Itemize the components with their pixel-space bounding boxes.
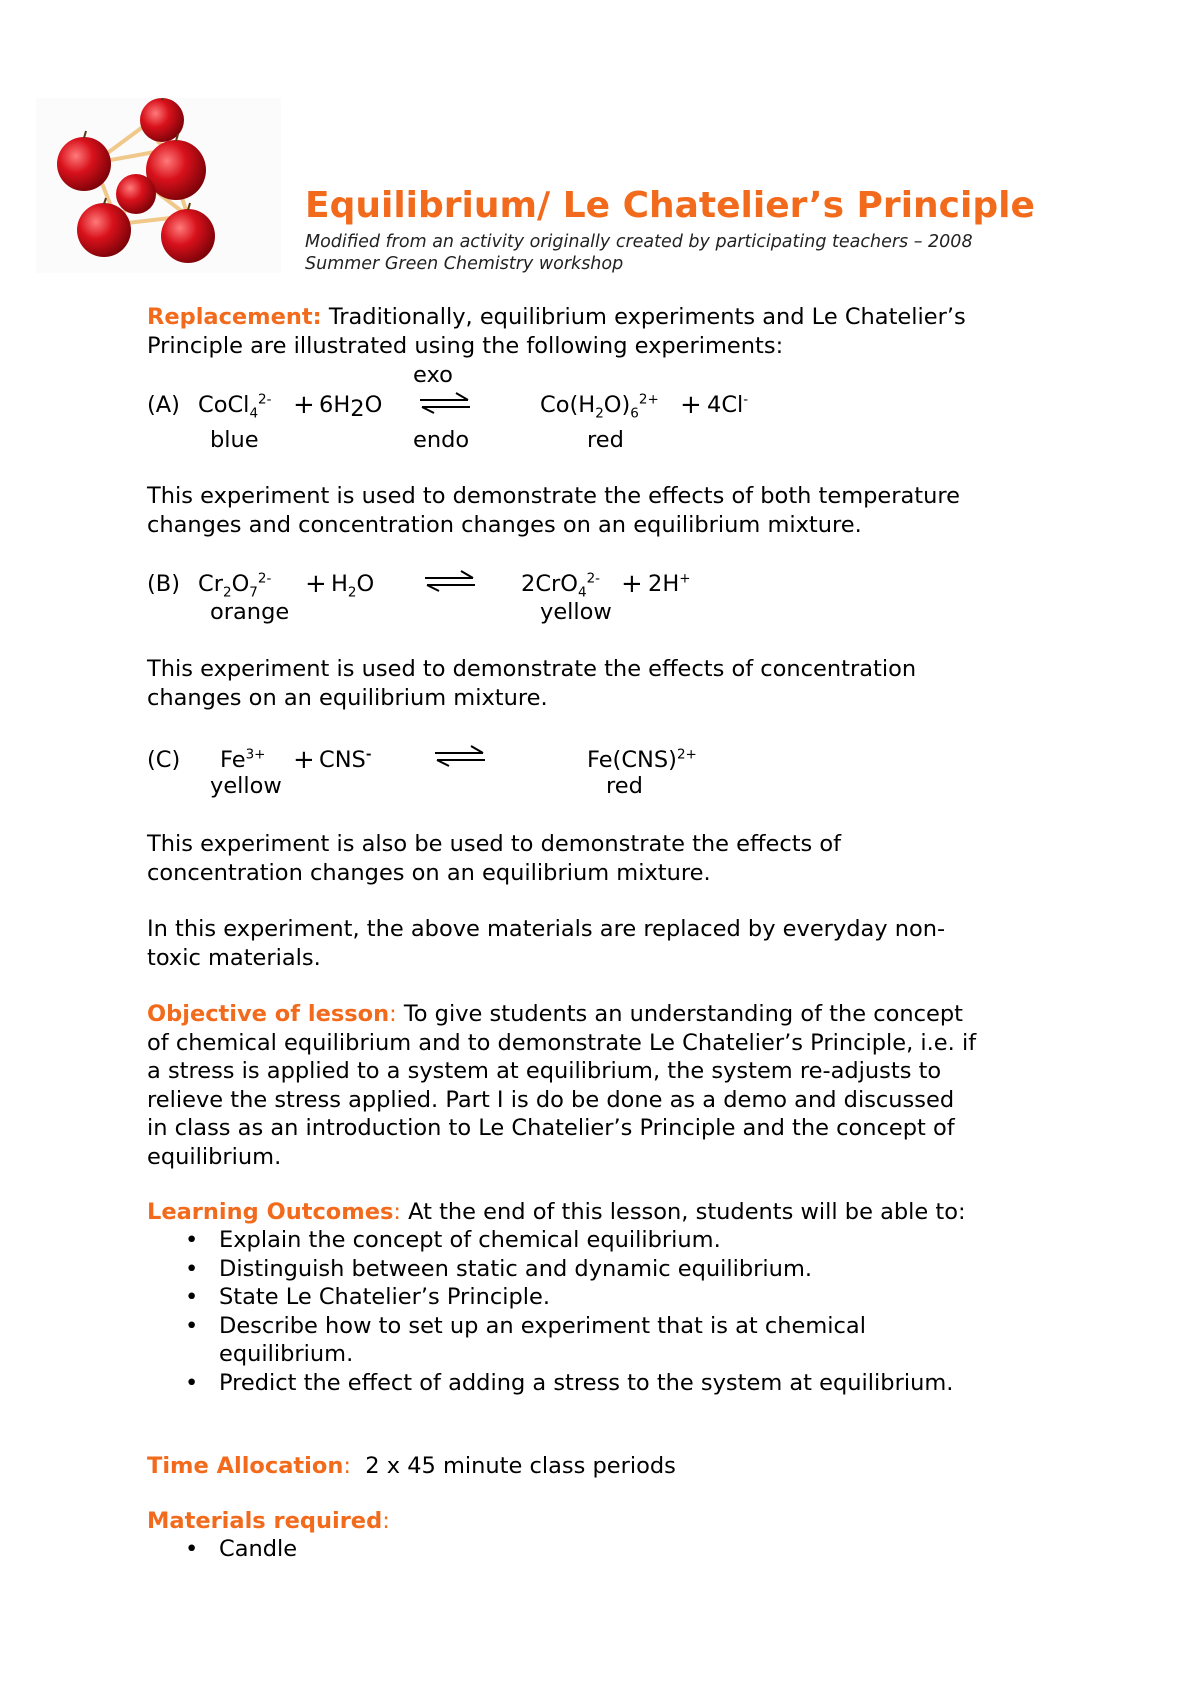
learning-outcomes-heading: Learning Outcomes	[147, 1199, 394, 1225]
eq-c-product-color: red	[606, 773, 643, 799]
para-d-line-2: toxic materials.	[147, 944, 321, 971]
list-item: • Describe how to set up an experiment that is at chemical equilibrium.	[185, 1312, 866, 1367]
list-item: • Distinguish between static and dynamic equilibrium.	[185, 1255, 813, 1282]
eq-a-plus-1: +	[293, 390, 315, 420]
eq-c-plus-1: +	[293, 745, 315, 775]
objective-line-4: relieve the stress applied. Part I is do be done as a demo and discussed	[147, 1086, 955, 1113]
replacement-heading: Replacement:	[147, 304, 322, 330]
bullet-icon: •	[185, 1536, 199, 1562]
bullet-icon: •	[185, 1284, 199, 1310]
para-b-line-1: This experiment is used to demonstrate the effects of concentration	[147, 656, 917, 682]
bullet-icon: •	[185, 1312, 199, 1339]
bullet-icon: •	[185, 1369, 199, 1396]
eq-c-reactant-color: yellow	[210, 773, 282, 799]
eq-a-equilibrium-arrow-icon	[418, 392, 472, 414]
list-item: • Explain the concept of chemical equilibrium.	[185, 1227, 721, 1253]
eq-b-product-2: 2H+	[648, 570, 691, 597]
eq-a-below-arrow: endo	[413, 427, 470, 453]
list-item: • State Le Chatelier’s Principle.	[185, 1284, 550, 1310]
para-c-line-2: concentration changes on an equilibrium mixture.	[147, 859, 711, 886]
eq-b-product-1: 2CrO$_4^{2-}$	[521, 570, 601, 601]
replacement-text-1: Traditionally, equilibrium experiments and Le Chatelier’s	[321, 304, 966, 330]
materials-heading: Materials required	[147, 1508, 383, 1534]
objective-heading: Objective of lesson	[147, 1001, 390, 1027]
learning-outcomes-heading-line: Learning Outcomes: At the end of this lesson, students will be able to:	[147, 1199, 966, 1225]
para-a-line-1: This experiment is used to demonstrate the effects of both temperature	[147, 483, 960, 509]
experiment-c-paragraph	[147, 830, 1067, 887]
learning-outcomes-intro: At the end of this lesson, students will be able to:	[400, 1199, 966, 1225]
eq-a-product-1: $Co(H_2O)_6^{2+}$	[540, 391, 659, 422]
list-item: • Candle	[185, 1536, 298, 1562]
objective-line-2: of chemical equilibrium and to demonstrate Le Chatelier’s Principle, i.e. if	[147, 1029, 977, 1056]
replacement-line-2: Principle are illustrated using the following experiments:	[147, 332, 784, 359]
eq-b-equilibrium-arrow-icon	[423, 570, 477, 592]
eq-b-plus-2: +	[621, 569, 643, 599]
eq-a-product-color: red	[587, 427, 624, 453]
time-allocation-heading: Time Allocation	[147, 1453, 344, 1479]
eq-a-reactant-1: CoCl$_4^{2-}$	[198, 391, 272, 422]
learning-outcomes-list	[147, 1226, 1099, 1397]
eq-a-above-arrow: exo	[413, 362, 453, 388]
objective-line-1: Objective of lesson: To give students an understanding of the concept	[147, 1001, 963, 1027]
page-subtitle: Modified from an activity originally created by participating teachers – 2008 Summer Green Chemistry workshop	[305, 232, 973, 274]
eq-c-label: (C)	[147, 747, 181, 773]
eq-a-label: (A)	[147, 392, 180, 418]
eq-b-plus-1: +	[305, 569, 327, 599]
eq-b-reactant-1: $Cr_2O_7^{2-}$	[198, 570, 272, 601]
objective-paragraph	[147, 1000, 1067, 1171]
eq-c-equilibrium-arrow-icon	[433, 745, 487, 767]
page-title: Equilibrium/ Le Chatelier’s Principle	[305, 185, 1035, 226]
para-d-line-1: In this experiment, the above materials are replaced by everyday non-	[147, 916, 946, 942]
eq-b-product-color: yellow	[540, 599, 612, 625]
apple-molecule-logo	[36, 98, 281, 273]
eq-c-product-1: Fe(CNS)$^{2+}$	[587, 746, 697, 773]
objective-line-3: a stress is applied to a system at equilibrium, the system re-adjusts to	[147, 1058, 942, 1084]
time-allocation-text: 2 x 45 minute class periods	[350, 1453, 676, 1479]
bullet-icon: •	[185, 1255, 199, 1282]
para-b-line-2: changes on an equilibrium mixture.	[147, 684, 548, 711]
replacement-paragraph	[147, 303, 1067, 360]
eq-a-reactant-color: blue	[210, 427, 259, 453]
bullet-icon: •	[185, 1227, 199, 1253]
objective-line-5: in class as an introduction to Le Chatelier’s Principle and the concept of	[147, 1115, 955, 1141]
time-allocation-line: Time Allocation: 2 x 45 minute class periods	[147, 1453, 676, 1479]
eq-b-reactant-color: orange	[210, 599, 290, 625]
eq-c-reactant-2: CNS-	[319, 746, 372, 773]
materials-heading-line: Materials required:	[147, 1508, 390, 1534]
experiment-b-paragraph	[147, 655, 1067, 712]
eq-a-reactant-2: 6H2O	[319, 392, 383, 422]
eq-b-reactant-2: $H_2O$	[331, 571, 375, 601]
eq-b-label: (B)	[147, 571, 180, 597]
eq-a-product-2: 4Cl-	[707, 391, 749, 418]
para-c-line-1: This experiment is also be used to demonstrate the effects of	[147, 831, 842, 857]
experiment-a-paragraph	[147, 482, 1067, 539]
eq-a-plus-2: +	[680, 390, 702, 420]
replacement-note-paragraph	[147, 915, 1067, 972]
replacement-line-1	[147, 303, 1067, 332]
list-item: • Predict the effect of adding a stress to the system at equilibrium.	[185, 1369, 954, 1396]
objective-line-6: equilibrium.	[147, 1143, 282, 1170]
eq-c-reactant-1: $Fe^{3+}$	[220, 746, 266, 773]
para-a-line-2: changes and concentration changes on an equilibrium mixture.	[147, 511, 862, 538]
materials-list	[147, 1535, 1099, 1564]
